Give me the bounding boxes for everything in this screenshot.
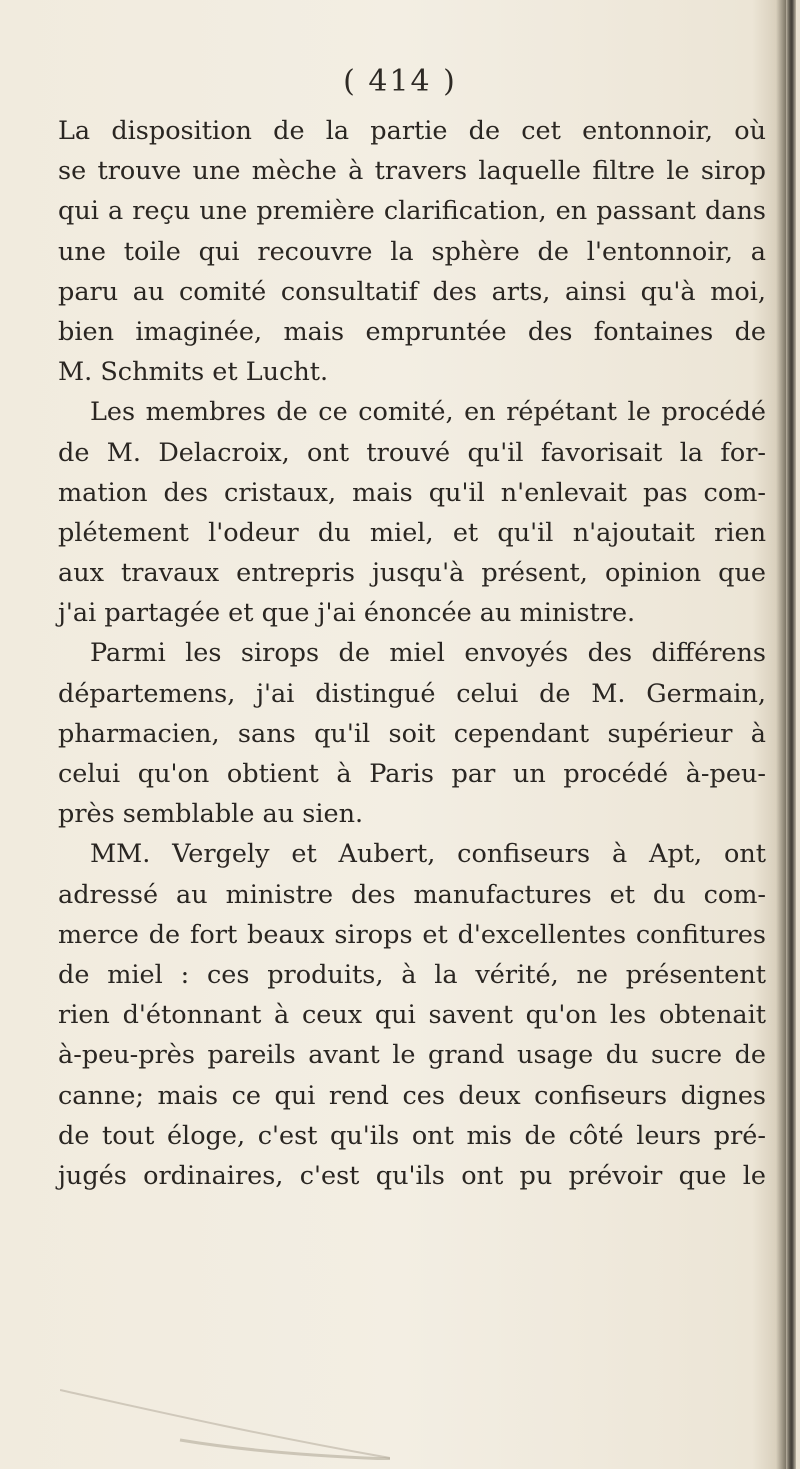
text-line: qui a reçu une première clarification, en passant dans	[58, 196, 766, 227]
text-line: pharmacien, sans qu'il soit cependant supérieur à	[58, 718, 766, 749]
text-line: de tout éloge, c'est qu'ils ont mis de côté leurs pré-	[58, 1120, 766, 1151]
text-line: de miel : ces produits, à la vérité, ne présentent	[58, 959, 766, 990]
text-line: une toile qui recouvre la sphère de l'entonnoir, a	[58, 236, 766, 267]
text-line: paru au comité consultatif des arts, ainsi qu'à moi,	[58, 276, 766, 307]
text-line: canne; mais ce qui rend ces deux confiseurs dignes	[58, 1080, 766, 1111]
text-line: mation des cristaux, mais qu'il n'enlevait pas com-	[58, 477, 766, 508]
text-line: départemens, j'ai distingué celui de M. Germain,	[58, 678, 766, 709]
text-line: se trouve une mèche à travers laquelle filtre le sirop	[58, 156, 766, 187]
text-line: Les membres de ce comité, en répétant le procédé	[90, 397, 766, 428]
text-line: jugés ordinaires, c'est qu'ils ont pu prévoir que le	[58, 1160, 766, 1191]
text-line: Parmi les sirops de miel envoyés des différens	[90, 638, 766, 669]
text-line: adressé au ministre des manufactures et du com-	[58, 879, 766, 910]
body-text	[58, 111, 766, 1196]
text-line: aux travaux entrepris jusqu'à présent, opinion que	[58, 558, 766, 589]
binding-edge	[786, 0, 796, 1469]
text-line: celui qu'on obtient à Paris par un procédé à-peu-	[58, 759, 766, 789]
text-line: La disposition de la partie de cet entonnoir, où	[58, 116, 766, 146]
text-line: près semblable au sien.	[58, 799, 364, 830]
text-line: à-peu-près pareils avant le grand usage du sucre de	[58, 1040, 766, 1071]
text-line: j'ai partagée et que j'ai énoncée au ministre.	[58, 598, 636, 629]
text-line: rien d'étonnant à ceux qui savent qu'on les obtenait	[58, 1000, 766, 1031]
page-number: ( 414 )	[343, 64, 457, 99]
text-line: merce de fort beaux sirops et d'excellentes confitures	[58, 919, 766, 950]
text-line: bien imaginée, mais empruntée des fontaines de	[58, 316, 766, 347]
page-curl-shadow	[60, 1380, 390, 1460]
text-line: plétement l'odeur du miel, et qu'il n'ajoutait rien	[58, 517, 766, 548]
text-line: MM. Vergely et Aubert, confiseurs à Apt, ont	[90, 839, 766, 870]
text-line: de M. Delacroix, ont trouvé qu'il favorisait la for-	[58, 437, 766, 468]
text-line: M. Schmits et Lucht.	[58, 357, 329, 388]
